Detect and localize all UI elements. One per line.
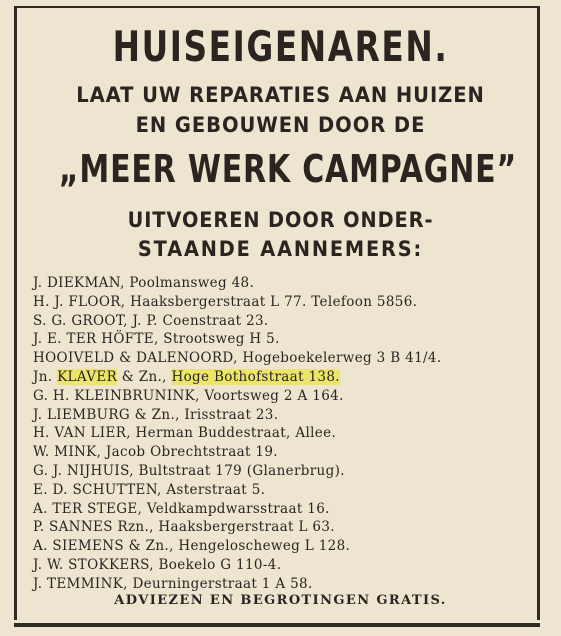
contractor-list (33, 274, 533, 594)
contractor-item: H. J. FLOOR, Haaksbergerstraat L 77. Telefoon 5856. (33, 293, 418, 310)
contractor-item: J. DIEKMAN, Poolmansweg 48. (33, 275, 255, 291)
contractor-item: J. LIEMBURG & Zn., Irisstraat 23. (33, 406, 279, 423)
contractor-item: J. W. STOKKERS, Boekelo G 110-4. (33, 556, 282, 573)
ad-line-1: LAAT UW REPARATIES AAN HUIZEN (76, 83, 485, 107)
contractor-item: P. SANNES Rzn., Haaksbergerstraat L 63. (33, 519, 335, 536)
contractor-item: A. TER STEGE, Veldkampdwarsstraat 16. (33, 500, 330, 517)
contractor-item: G. J. NIJHUIS, Bultstraat 179 (Glanerbrug). (33, 462, 345, 479)
ad-line-4: STAANDE AANNEMERS: (137, 237, 424, 261)
contractor-item: E. D. SCHUTTEN, Asterstraat 5. (33, 481, 266, 498)
contractor-item: W. MINK, Jacob Obrechtstraat 19. (33, 444, 278, 461)
klaver-prefix: Jn. (33, 368, 58, 385)
contractor-item: HOOIVELD & DALENOORD, Hogeboekelerweg 3 B 41/4. (33, 350, 442, 367)
contractor-item: G. H. KLEINBRUNINK, Voortsweg 2 A 164. (33, 387, 344, 404)
ad-line-2: EN GEBOUWEN DOOR DE (135, 113, 426, 137)
ad-footer: ADVIEZEN EN BEGROTINGEN GRATIS. (114, 593, 447, 608)
contractor-item: J. E. TER HÖFTE, Strootsweg H 5. (33, 331, 280, 348)
ad-line-3: UITVOEREN DOOR ONDER- (127, 208, 434, 232)
campaign-name: „MEER WERK CAMPAGNE” (58, 147, 517, 191)
contractor-item: H. VAN LIER, Herman Buddestraat, Allee. (33, 425, 337, 442)
contractor-item-klaver (33, 368, 533, 387)
ad-title: HUISEIGENAREN. (112, 22, 449, 71)
contractor-item: J. TEMMINK, Deurningerstraat 1 A 58. (33, 575, 313, 592)
klaver-middle: & Zn., (117, 368, 172, 385)
contractor-item: A. SIEMENS & Zn., Hengeloscheweg L 128. (33, 538, 351, 555)
klaver-street-highlight: Hoge Bothofstraat 138. (171, 368, 340, 385)
contractor-item: S. G. GROOT, J. P. Coenstraat 23. (33, 312, 269, 329)
bottom-rule (14, 623, 540, 627)
klaver-name-highlight: KLAVER (57, 368, 118, 385)
